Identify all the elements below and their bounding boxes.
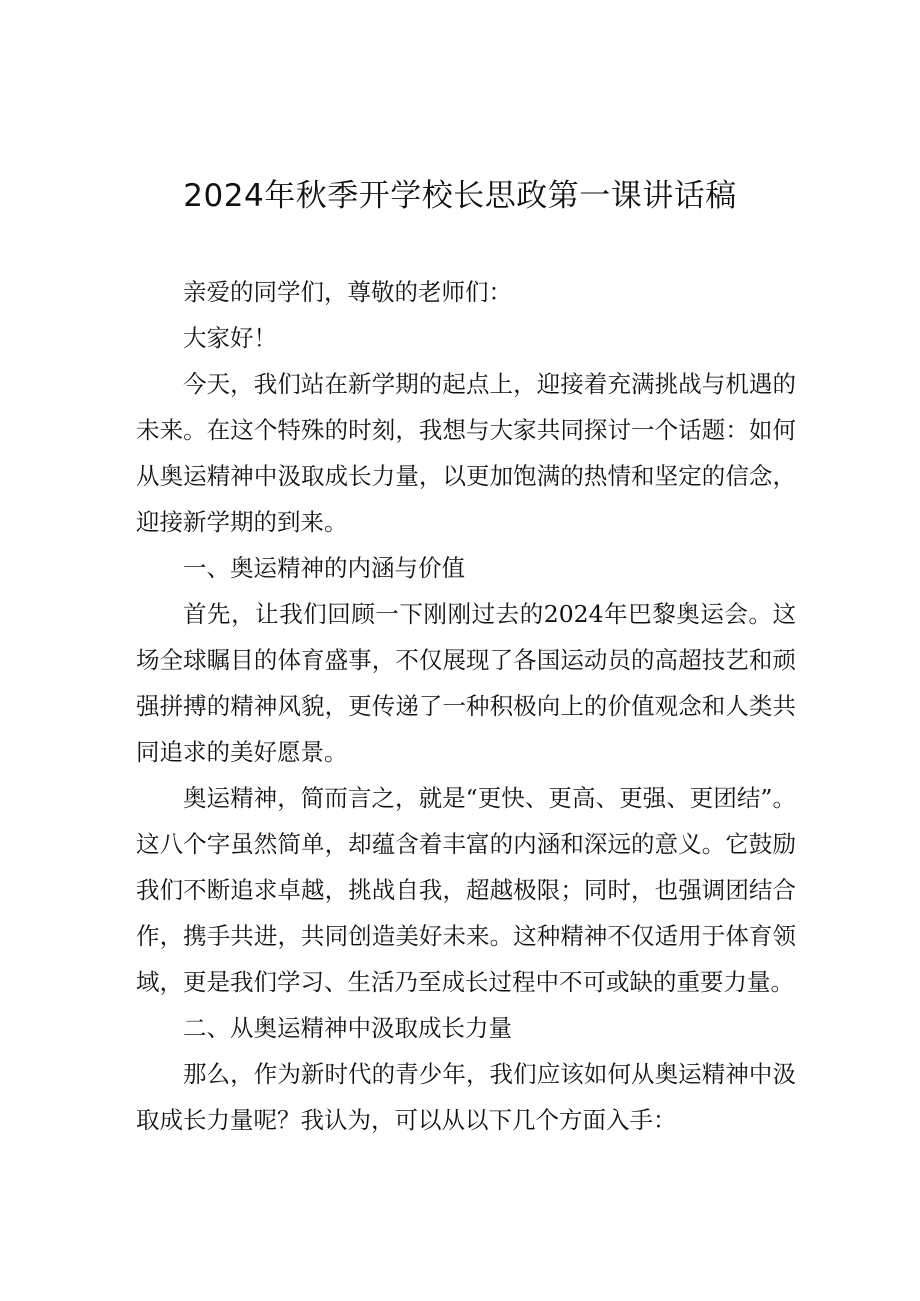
greeting-line: 亲爱的同学们，尊敬的老师们： xyxy=(183,278,512,306)
section1-paragraph-1: 首先，让我们回顾一下刚刚过去的2024年巴黎奥运会。这场全球瞩目的体育盛事，不仅展现了各国运动员的高超技艺和顽强拼搏的精神风貌，更传递了一种积极向上的价值观念和人类共同追求的美好愿景。 xyxy=(136,600,796,766)
section2-paragraph-1: 那么，作为新时代的青少年，我们应该如何从奥运精神中汲取成长力量呢？我认为，可以从以下几个方面入手： xyxy=(136,1060,796,1134)
section1-paragraph-2: 奥运精神，简而言之，就是“更快、更高、更强、更团结”。这八个字虽然简单，却蕴含着丰富的内涵和深远的意义。它鼓励我们不断追求卓越，挑战自我，超越极限；同时，也强调团结合作，携手共进，共同创造美好未来。这种精神不仅适用于体育领域，更是我们学习、生活乃至成长过程中不可或缺的重要力量。 xyxy=(136,784,796,996)
document-body xyxy=(136,269,796,1143)
intro-paragraph: 今天，我们站在新学期的起点上，迎接着充满挑战与机遇的未来。在这个特殊的时刻，我想与大家共同探讨一个话题：如何从奥运精神中汲取成长力量，以更加饱满的热情和坚定的信念，迎接新学期的到来。 xyxy=(136,370,796,536)
hello-line: 大家好！ xyxy=(183,324,277,352)
section-heading-2: 二、从奥运精神中汲取成长力量 xyxy=(183,1014,512,1042)
document-title: 2024年秋季开学校长思政第一课讲话稿 xyxy=(183,178,737,214)
section-heading-1: 一、奥运精神的内涵与价值 xyxy=(183,554,465,582)
